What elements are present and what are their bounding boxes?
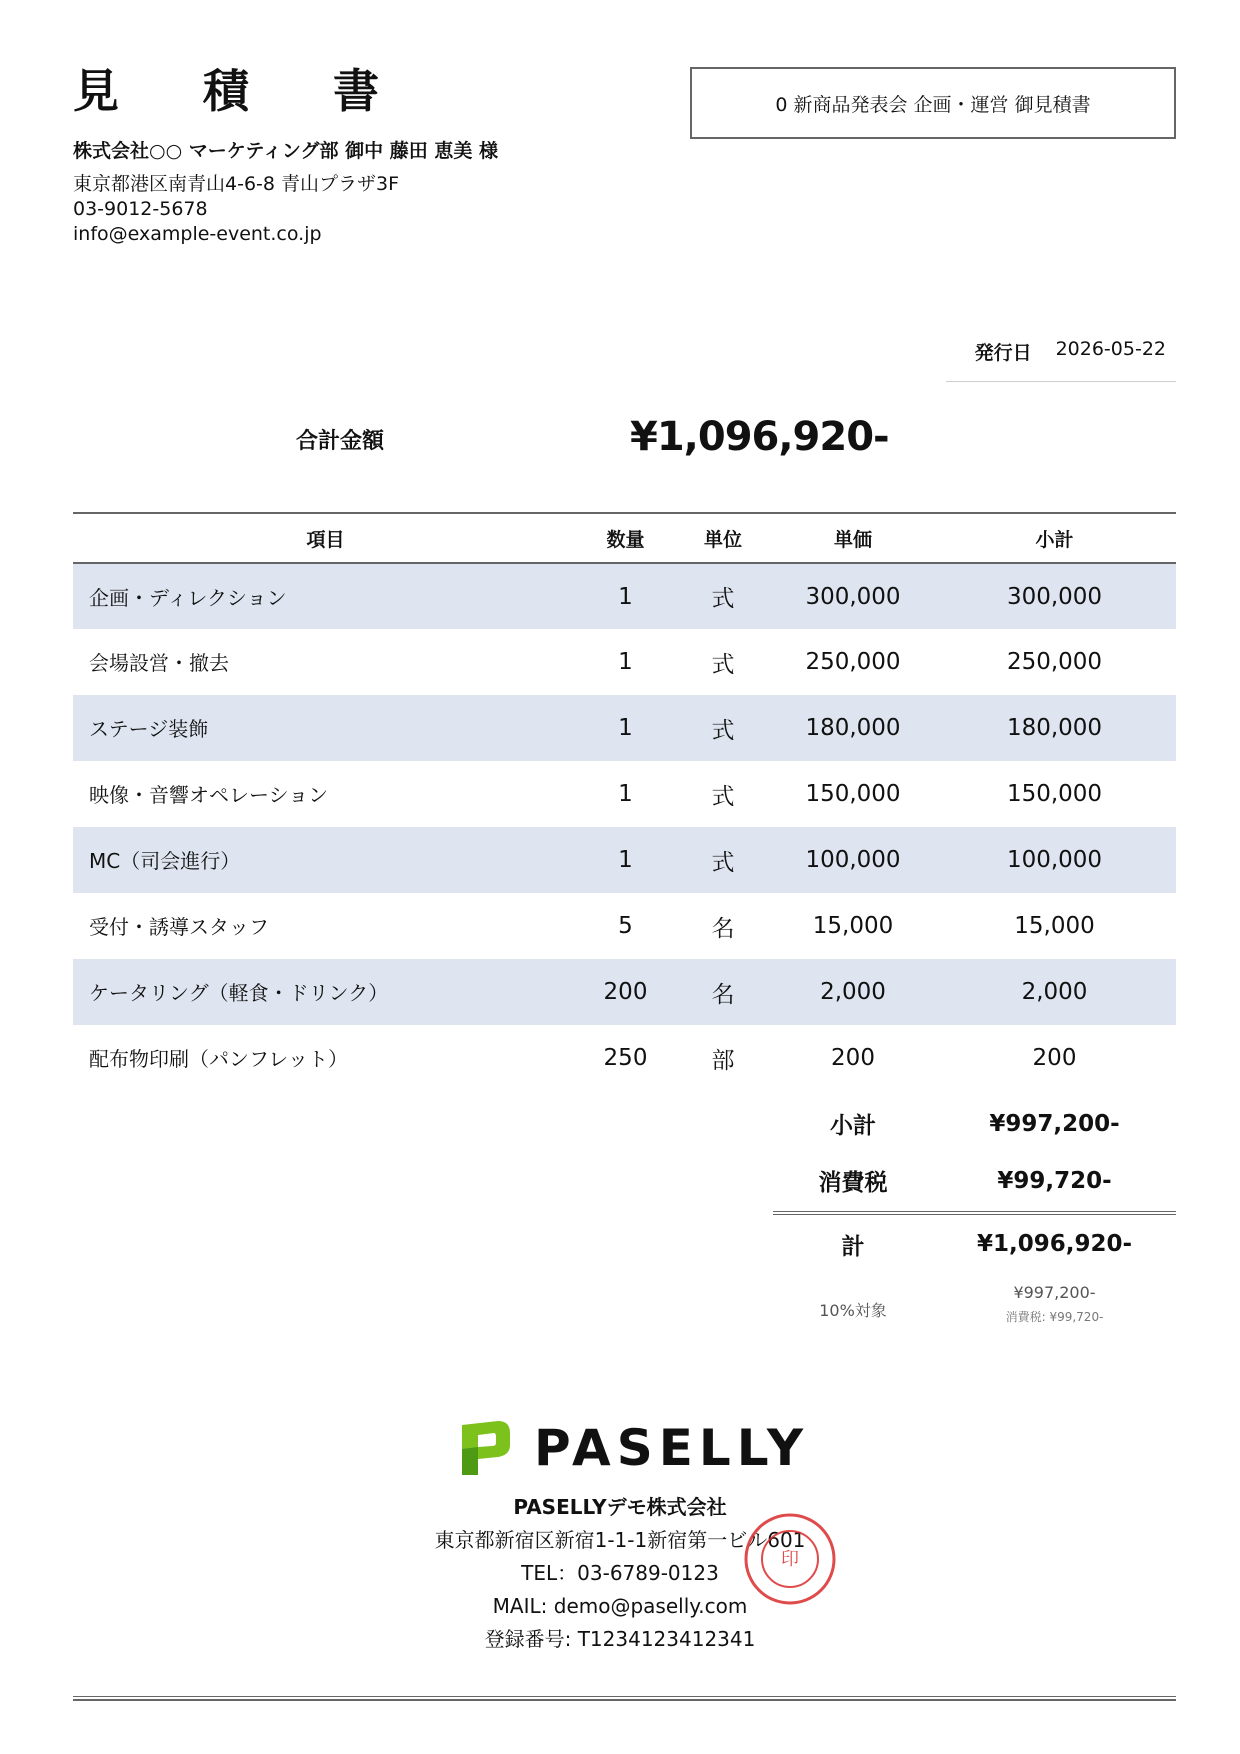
recipient-phone: 03-9012-5678 bbox=[73, 198, 208, 220]
summary-total-row bbox=[773, 1211, 1176, 1273]
header-subtotal: 小計 bbox=[933, 513, 1176, 563]
header-unit: 単位 bbox=[673, 513, 773, 563]
row-price: 2,000 bbox=[773, 959, 933, 1025]
summary-subtotal-label: 小計 bbox=[830, 1113, 876, 1139]
row-qty: 1 bbox=[578, 563, 673, 629]
subject-text: 0 新商品発表会 企画・運営 御見積書 bbox=[775, 93, 1091, 116]
row-name: MC（司会進行） bbox=[73, 827, 578, 893]
tax-rate-label: 10%対象 bbox=[819, 1301, 887, 1320]
row-qty: 250 bbox=[603, 1045, 648, 1071]
company-seal-stamp bbox=[740, 1509, 840, 1609]
table-row bbox=[73, 959, 1176, 1025]
row-price: 15,000 bbox=[812, 913, 894, 939]
row-price: 250,000 bbox=[805, 649, 901, 675]
table-row bbox=[73, 893, 1176, 959]
tax-base-amount: ¥997,200- bbox=[1013, 1283, 1096, 1302]
row-subtotal: 250,000 bbox=[1006, 649, 1103, 675]
row-qty: 1 bbox=[578, 827, 673, 893]
row-name: 企画・ディレクション bbox=[73, 563, 578, 629]
row-price: 300,000 bbox=[773, 563, 933, 629]
row-qty: 1 bbox=[618, 781, 633, 807]
row-subtotal: 150,000 bbox=[1006, 781, 1103, 807]
row-name: 受付・誘導スタッフ bbox=[89, 915, 269, 939]
row-unit: 式 bbox=[673, 563, 773, 629]
summary-subtotal-value: ¥997,200- bbox=[989, 1110, 1120, 1137]
row-price: 200 bbox=[831, 1045, 875, 1071]
table-row bbox=[73, 629, 1176, 695]
recipient-email: info@example-event.co.jp bbox=[73, 223, 322, 245]
table-row bbox=[73, 827, 1176, 893]
row-subtotal: 300,000 bbox=[933, 563, 1176, 629]
paselly-logo-icon bbox=[456, 1419, 512, 1477]
row-price: 180,000 bbox=[773, 695, 933, 761]
table-row bbox=[73, 695, 1176, 761]
summary-total-label: 計 bbox=[841, 1233, 865, 1260]
summary-total-value: ¥1,096,920- bbox=[976, 1231, 1133, 1257]
total-amount-value: ¥1,096,920- bbox=[630, 414, 889, 460]
issue-date bbox=[946, 338, 1176, 382]
table-row bbox=[73, 761, 1176, 827]
header-qty: 数量 bbox=[578, 513, 673, 563]
row-price: 150,000 bbox=[805, 781, 901, 807]
svg-text:印: 印 bbox=[781, 1549, 799, 1570]
row-subtotal: 15,000 bbox=[1014, 913, 1095, 939]
row-subtotal: 180,000 bbox=[933, 695, 1176, 761]
summary-tax-value: ¥99,720- bbox=[997, 1167, 1112, 1194]
table-row bbox=[73, 563, 1176, 629]
row-subtotal: 2,000 bbox=[933, 959, 1176, 1025]
header-price: 単価 bbox=[773, 513, 933, 563]
items-table bbox=[73, 512, 1176, 1091]
table-header-row bbox=[73, 513, 1176, 563]
issue-date-label: 発行日 bbox=[974, 342, 1032, 364]
summary-subtotal-row bbox=[773, 1095, 1176, 1152]
row-subtotal: 100,000 bbox=[933, 827, 1176, 893]
row-name: ケータリング（軽食・ドリンク） bbox=[73, 959, 578, 1025]
document-title: 見 積 書 bbox=[73, 64, 414, 118]
summary-block bbox=[773, 1095, 1176, 1325]
row-qty: 1 bbox=[578, 695, 673, 761]
issuer-tel: TEL：03-6789-0123 bbox=[521, 1561, 719, 1585]
row-price: 100,000 bbox=[773, 827, 933, 893]
recipient-address-line: 東京都港区南青山4-6-8 青山プラザ3F bbox=[73, 173, 400, 195]
tax-breakdown bbox=[773, 1283, 1176, 1325]
row-unit: 式 bbox=[673, 695, 773, 761]
tax-note: 消費税: ¥99,720- bbox=[1005, 1310, 1104, 1324]
row-unit: 名 bbox=[711, 915, 735, 942]
row-unit: 名 bbox=[673, 959, 773, 1025]
row-unit: 式 bbox=[673, 827, 773, 893]
row-subtotal: 200 bbox=[1032, 1045, 1077, 1071]
issuer-registration: 登録番号: T1234123412341 bbox=[484, 1627, 756, 1651]
recipient-name: 株式会社○○ マーケティング部 御中 藤田 恵美 様 bbox=[73, 140, 498, 162]
row-qty: 5 bbox=[618, 913, 633, 939]
summary-tax-row bbox=[773, 1152, 1176, 1209]
row-unit: 式 bbox=[711, 651, 735, 678]
row-name: ステージ装飾 bbox=[73, 695, 578, 761]
issuer-company: PASELLYデモ株式会社 bbox=[513, 1495, 727, 1519]
total-amount-label: 合計金額 bbox=[296, 429, 385, 454]
issuer-address: 東京都新宿区新宿1-1-1新宿第一ビル601 bbox=[434, 1528, 806, 1552]
issuer-mail: MAIL: demo@paselly.com bbox=[492, 1594, 748, 1618]
row-unit: 式 bbox=[711, 783, 735, 810]
header-item: 項目 bbox=[73, 513, 578, 563]
issue-date-value: 2026-05-22 bbox=[1055, 338, 1166, 360]
subject-box bbox=[690, 67, 1176, 139]
row-qty: 200 bbox=[578, 959, 673, 1025]
bottom-divider bbox=[73, 1696, 1176, 1701]
row-name: 配布物印刷（パンフレット） bbox=[89, 1047, 348, 1071]
row-name: 会場設営・撤去 bbox=[89, 651, 229, 675]
row-name: 映像・音響オペレーション bbox=[89, 783, 329, 807]
row-unit: 部 bbox=[711, 1047, 735, 1074]
summary-tax-label: 消費税 bbox=[818, 1170, 888, 1196]
logo-wordmark: PASELLY bbox=[534, 1419, 810, 1477]
table-row bbox=[73, 1025, 1176, 1091]
row-qty: 1 bbox=[618, 649, 633, 675]
recipient-address bbox=[73, 172, 399, 247]
company-logo bbox=[456, 1419, 809, 1477]
